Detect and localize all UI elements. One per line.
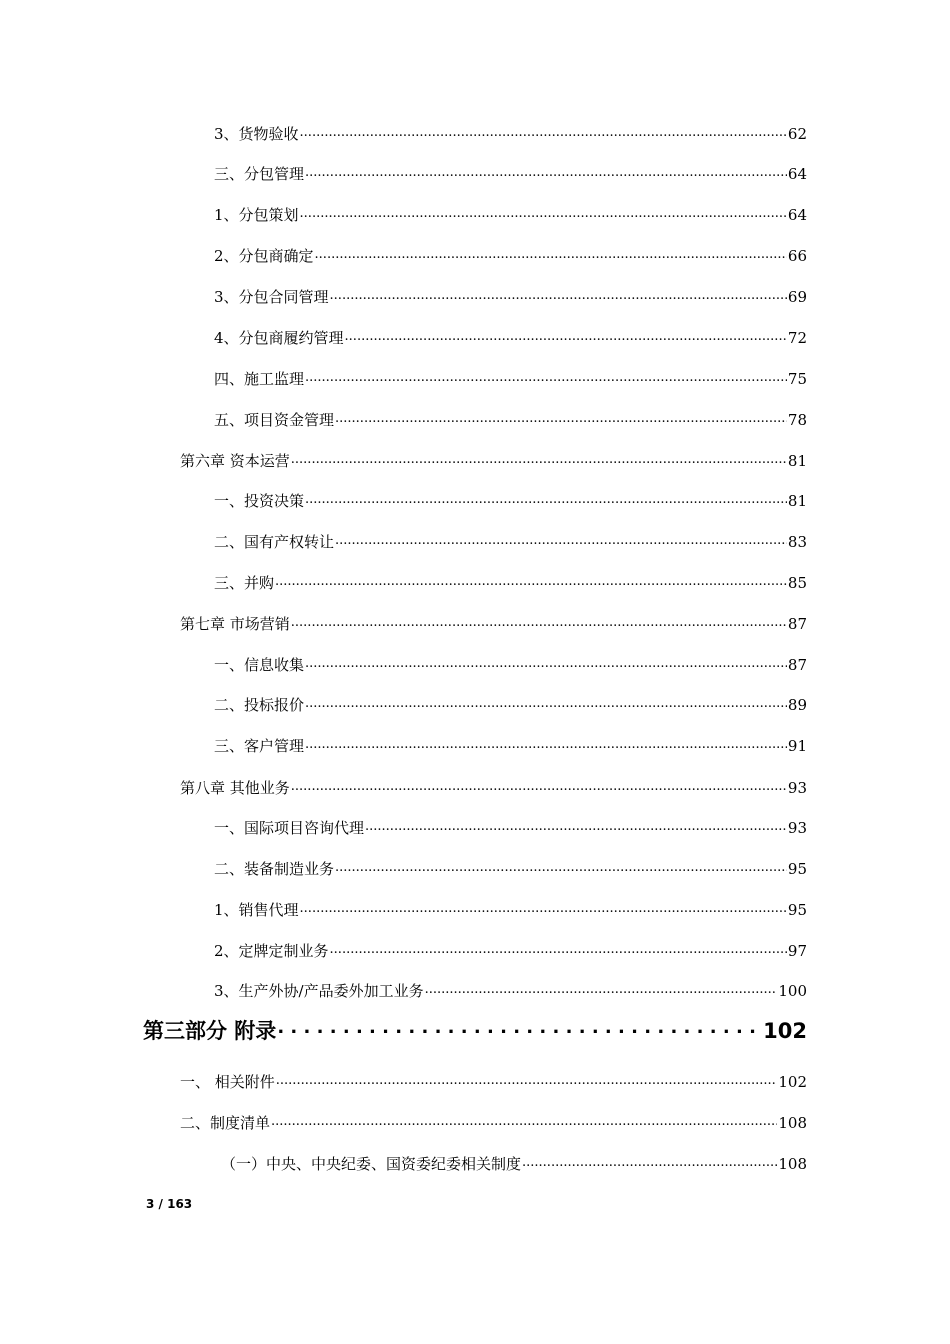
toc-entry-label: 一、国际项目咨询代理 xyxy=(214,819,365,837)
toc-leader-dots xyxy=(305,165,787,179)
toc-part-label: 第三部分 附录 xyxy=(143,1019,277,1043)
toc-leader-dots xyxy=(305,492,787,506)
toc-entry[interactable] xyxy=(214,124,807,144)
toc-leader-dots xyxy=(365,819,787,833)
toc-entry[interactable] xyxy=(214,941,807,961)
toc-leader-dots xyxy=(330,288,787,302)
toc-entry-label: 4、分包商履约管理 xyxy=(214,329,344,347)
toc-entry-label: 二、国有产权转让 xyxy=(214,533,335,551)
toc-leader-dots xyxy=(425,982,778,996)
toc-entry-page: 93 xyxy=(787,779,807,797)
toc-entry[interactable] xyxy=(214,164,807,184)
toc-leader-dots xyxy=(345,329,787,343)
toc-leader-dots xyxy=(300,206,787,220)
toc-entry[interactable] xyxy=(214,695,807,715)
toc-entry-label: 二、投标报价 xyxy=(214,696,305,714)
toc-leader-dots xyxy=(335,411,787,425)
toc-entry[interactable] xyxy=(180,451,807,471)
toc-entry-page: 62 xyxy=(787,125,807,143)
toc-entry[interactable] xyxy=(214,410,807,430)
toc-entry[interactable] xyxy=(214,818,807,838)
toc-entry-label: 2、分包商确定 xyxy=(214,247,314,265)
toc-entry[interactable] xyxy=(180,778,807,798)
toc-part-page: 102 xyxy=(763,1019,807,1043)
toc-entry-page: 87 xyxy=(787,615,807,633)
toc-entry-label: 3、分包合同管理 xyxy=(214,288,329,306)
toc-entry-page: 97 xyxy=(787,942,807,960)
toc-entry[interactable] xyxy=(214,287,807,307)
toc-entry[interactable] xyxy=(180,1113,807,1133)
toc-entry-page: 78 xyxy=(787,411,807,429)
toc-entry-page: 91 xyxy=(787,737,807,755)
toc-entry[interactable] xyxy=(214,573,807,593)
toc-entry-page: 102 xyxy=(778,1073,807,1091)
toc-entry-page: 81 xyxy=(787,452,807,470)
toc-entry-page: 72 xyxy=(787,329,807,347)
toc-entry-label: 2、定牌定制业务 xyxy=(214,942,329,960)
toc-entry-label: 3、生产外协/产品委外加工业务 xyxy=(214,982,424,1000)
toc-entry[interactable] xyxy=(214,246,807,266)
toc-leader-dots xyxy=(291,615,787,629)
toc-entry[interactable] xyxy=(214,736,807,756)
toc-leader-dots xyxy=(315,247,787,261)
toc-leader-dots xyxy=(305,370,787,384)
toc-entry[interactable] xyxy=(214,655,807,675)
toc-entry-label: 第七章 市场营销 xyxy=(180,615,290,633)
toc-entry-label: 第八章 其他业务 xyxy=(180,779,290,797)
toc-part-entry[interactable] xyxy=(143,1018,807,1044)
toc-entry-label: 五、项目资金管理 xyxy=(214,411,335,429)
toc-entry-page: 69 xyxy=(787,288,807,306)
toc-entry[interactable] xyxy=(214,900,807,920)
toc-entry-page: 89 xyxy=(787,696,807,714)
toc-entry-page: 95 xyxy=(787,860,807,878)
page-number-footer: 3 / 163 xyxy=(146,1197,193,1211)
toc-entry-label: 二、装备制造业务 xyxy=(214,860,335,878)
toc-entry-label: 一、信息收集 xyxy=(214,656,305,674)
toc-leader-dots xyxy=(335,533,787,547)
toc-entry-page: 93 xyxy=(787,819,807,837)
toc-leader-dots xyxy=(330,942,787,956)
toc-leader-dots xyxy=(275,574,787,588)
toc-entry-label: 一、投资决策 xyxy=(214,492,305,510)
toc-entry-page: 95 xyxy=(787,901,807,919)
toc-entry-page: 108 xyxy=(778,1155,807,1173)
toc-entry[interactable] xyxy=(214,981,807,1001)
toc-leader-dots xyxy=(522,1155,777,1169)
toc-entry-label: 三、并购 xyxy=(214,574,275,592)
toc-entry-page: 81 xyxy=(787,492,807,510)
toc-leader-dots xyxy=(305,696,787,710)
toc-entry-label: 三、客户管理 xyxy=(214,737,305,755)
toc-entry-page: 108 xyxy=(778,1114,807,1132)
toc-entry-label: 1、分包策划 xyxy=(214,206,299,224)
toc-leader-dots xyxy=(277,1018,762,1038)
toc-entry-page: 66 xyxy=(787,247,807,265)
toc-leader-dots xyxy=(300,125,787,139)
toc-leader-dots xyxy=(305,737,787,751)
toc-entry-page: 87 xyxy=(787,656,807,674)
toc-leader-dots xyxy=(276,1073,778,1087)
toc-entry-label: （一）中央、中央纪委、国资委纪委相关制度 xyxy=(221,1155,522,1173)
toc-entry[interactable] xyxy=(221,1154,807,1174)
toc-leader-dots xyxy=(291,452,787,466)
toc-entry[interactable] xyxy=(214,491,807,511)
toc-entry-label: 二、制度清单 xyxy=(180,1114,271,1132)
toc-entry[interactable] xyxy=(214,205,807,225)
toc-entry-page: 85 xyxy=(787,574,807,592)
toc-entry-label: 四、施工监理 xyxy=(214,370,305,388)
toc-entry[interactable] xyxy=(214,859,807,879)
toc-leader-dots xyxy=(300,901,787,915)
toc-entry[interactable] xyxy=(214,369,807,389)
toc-entry-label: 3、货物验收 xyxy=(214,125,299,143)
toc-entry-page: 64 xyxy=(787,206,807,224)
toc-leader-dots xyxy=(291,779,787,793)
toc-entry-label: 一、 相关附件 xyxy=(180,1073,275,1091)
toc-leader-dots xyxy=(271,1114,777,1128)
toc-entry[interactable] xyxy=(180,614,807,634)
toc-entry-page: 100 xyxy=(778,982,807,1000)
toc-entry-page: 75 xyxy=(787,370,807,388)
toc-entry[interactable] xyxy=(180,1072,807,1092)
toc-leader-dots xyxy=(335,860,787,874)
toc-entry-label: 三、分包管理 xyxy=(214,165,305,183)
toc-entry-page: 64 xyxy=(787,165,807,183)
toc-entry[interactable] xyxy=(214,532,807,552)
toc-entry-label: 第六章 资本运营 xyxy=(180,452,290,470)
toc-leader-dots xyxy=(305,656,787,670)
toc-entry[interactable] xyxy=(214,328,807,348)
toc-entry-page: 83 xyxy=(787,533,807,551)
toc-entry-label: 1、销售代理 xyxy=(214,901,299,919)
